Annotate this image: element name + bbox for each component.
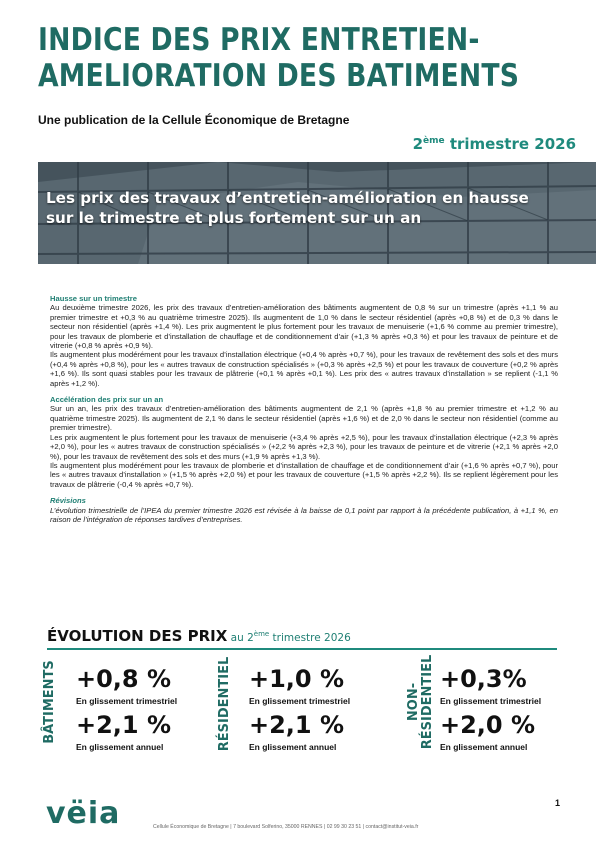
banner-line-1: Les prix des travaux d’entretien-amélioration en hausse: [46, 189, 529, 207]
hero-banner: [38, 162, 596, 264]
group-label-batiments: BÂTIMENTS: [42, 660, 57, 744]
publication-subtitle: Une publication de la Cellule Économique de Bretagne: [38, 113, 350, 127]
quarter-rest: trimestre 2026: [444, 135, 576, 153]
section-heading: Accélération des prix sur un an: [50, 395, 164, 405]
paragraph: Ils augmentent plus modérément pour les travaux d’installation électrique (+0,4 % après +0,7 %), pour les travaux de revêtement des sols et des murs (+0,4 % après +0,8 %), pour les « autres travaux de construction spécialisés » (+0,3 % après +2,5 %) et pour les travaux de couverture (+0,2 % après +1,6 %). Ils sont quasi stables pour les travaux de plâtrerie (+0,1 % après +0,1 %). Les prix des « autres travaux d’installation » se replient (-1,1 % après +1,2 %).: [50, 350, 558, 388]
group-label-line-1: NON-: [406, 682, 421, 722]
residentiel-annual-label: En glissement annuel: [249, 742, 337, 752]
evolution-title: [47, 627, 351, 645]
section-divider: [47, 648, 557, 650]
paragraph: Au deuxième trimestre 2026, les prix des travaux d’entretien-amélioration des bâtiments augmentent de 0,8 % sur un trimestre (après +1,1 % au premier trimestre et +0,3 % au quatrième trimestre 2025). Ils augmentent de 1,0 % dans le secteur résidentiel (après +0,8 %) et de 0,3 % dans le secteur non résidentiel (après +1,4 %). Les prix augmentent le plus fortement pour les travaux de menuiserie (+1,6 % comme au premier trimestre), pour les travaux de plomberie et d’installation de chauffage et de conditionnement d’air (+1,3 % après +0,3 %) et pour les travaux de peinture et de vitrerie (+0,8 % après +0,9 %).: [50, 303, 558, 351]
evolution-title-sub: [227, 632, 350, 644]
residentiel-annual-value: +2,1 %: [249, 711, 345, 739]
paragraph: Les prix augmentent le plus fortement pour les travaux de menuiserie (+3,4 % après +2,5 %), pour les travaux d’installation électrique (+2,3 % après +2,0 %), pour les « autres travaux de construction spécialisés » (+2,2 % après +2,3 %), pour les travaux de peinture et de vitrerie (+2,1 % après +2,0 %), pour les travaux de revêtement des sols et des murs (+1,9 % après +1,3 %).: [50, 432, 558, 461]
quarter-number: 2: [412, 135, 424, 153]
veia-logo: vëia: [46, 796, 121, 831]
section-heading: Révisions: [50, 496, 86, 506]
section-revisions: [50, 496, 558, 524]
title-line-2: AMELIORATION DES BATIMENTS: [38, 58, 520, 94]
evo-sub-num: 2: [247, 632, 254, 644]
page-number: 1: [555, 798, 561, 808]
evo-sub-rest: trimestre 2026: [269, 632, 351, 644]
group-label-non-residentiel: [407, 652, 435, 752]
quarter-superscript: ème: [423, 136, 445, 146]
batiments-annual-label: En glissement annuel: [76, 742, 164, 752]
group-label-residentiel: RÉSIDENTIEL: [217, 656, 232, 752]
non-residentiel-annual-label: En glissement annuel: [440, 742, 528, 752]
evo-sub-sup: ème: [253, 630, 270, 638]
paragraph: L’évolution trimestrielle de l’IPEA du premier trimestre 2026 est révisée à la baisse de 0,1 point par rapport à la précédente publication, à +1,1 %, en raison de l’intégration de réponses tardives d’entreprises.: [50, 505, 558, 524]
section-quarterly: [50, 294, 558, 388]
batiments-annual-value: +2,1 %: [76, 711, 172, 739]
section-annual: [50, 395, 558, 489]
banner-line-2: sur le trimestre et plus fortement sur un an: [46, 209, 422, 227]
evolution-title-main: ÉVOLUTION DES PRIX: [47, 627, 228, 645]
non-residentiel-annual-value: +2,0 %: [440, 711, 536, 739]
footer-contact: Cellule Économique de Bretagne | 7 boulevard Solferino, 35000 RENNES | 02 99 30 23 51 | contact@institut-veia.fr: [153, 824, 419, 830]
residentiel-quarterly-label: En glissement trimestriel: [249, 696, 351, 706]
non-residentiel-quarterly-value: +0,3%: [440, 665, 527, 693]
paragraph: Sur un an, les prix des travaux d’entretien-amélioration des bâtiments augmentent de 2,1 % (après +1,8 % au premier trimestre et +1,2 % au quatrième trimestre 2025). Ils augmentent de 2,1 % dans le secteur résidentiel (après +1,6 %) et de 2,0 % dans le secteur non résidentiel (comme au premier trimestre).: [50, 404, 558, 433]
batiments-quarterly-value: +0,8 %: [76, 665, 172, 693]
evo-sub-prefix: au: [227, 632, 248, 644]
quarter-label: [413, 135, 576, 153]
section-heading: Hausse sur un trimestre: [50, 294, 137, 303]
title-line-1: INDICE DES PRIX ENTRETIEN-: [38, 22, 480, 58]
non-residentiel-quarterly-label: En glissement trimestriel: [440, 696, 542, 706]
page-title: [38, 22, 520, 94]
article-body: [50, 294, 558, 531]
paragraph: Ils augmentent plus modérément pour les travaux de plomberie et d’installation de chauffage et de conditionnement d’air (+1,6 % après +0,7 %), pour les « autres travaux d’installation » (+1,5 % après +2,0 %) et pour les travaux de couverture (+1,5 % après +2,2 %). Ils se replient légèrement pour les travaux de plâtrerie (-0,4 % après +0,7 %).: [50, 460, 558, 489]
group-label-line-2: RÉSIDENTIEL: [420, 654, 435, 750]
banner-headline: [46, 188, 576, 228]
residentiel-quarterly-value: +1,0 %: [249, 665, 345, 693]
batiments-quarterly-label: En glissement trimestriel: [76, 696, 178, 706]
